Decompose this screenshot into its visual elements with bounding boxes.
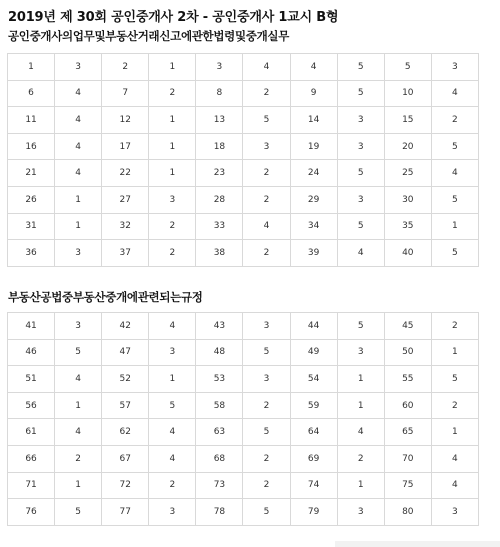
answer-cell: 5	[337, 213, 384, 240]
subject-title-2: 부동산공법중부동산중개에관련되는규정	[8, 290, 203, 304]
question-number-cell: 57	[102, 392, 149, 419]
question-number-cell: 70	[384, 445, 431, 472]
question-number-cell: 80	[384, 499, 431, 526]
table-row	[8, 80, 479, 107]
answer-cell: 4	[55, 160, 102, 187]
answer-cell: 1	[337, 366, 384, 393]
question-number-cell: 65	[384, 419, 431, 446]
answer-cell: 4	[337, 240, 384, 267]
answer-cell: 5	[55, 499, 102, 526]
question-number-cell: 19	[290, 133, 337, 160]
question-number-cell: 56	[8, 392, 55, 419]
table-row	[8, 240, 479, 267]
question-number-cell: 35	[384, 213, 431, 240]
question-number-cell: 75	[384, 472, 431, 499]
question-number-cell: 73	[196, 472, 243, 499]
table-row	[8, 392, 479, 419]
page-title: 2019년 제 30회 공인중개사 2차 - 공인중개사 1교시 B형	[8, 10, 339, 25]
answer-cell: 3	[337, 339, 384, 366]
answer-table-2	[7, 312, 479, 526]
answer-cell: 2	[337, 445, 384, 472]
question-number-cell: 50	[384, 339, 431, 366]
answer-cell: 1	[337, 472, 384, 499]
answer-cell: 4	[431, 445, 478, 472]
answer-cell: 2	[149, 80, 196, 107]
question-number-cell: 26	[8, 186, 55, 213]
answer-cell: 3	[55, 54, 102, 81]
question-number-cell: 77	[102, 499, 149, 526]
table-row	[8, 160, 479, 187]
answer-cell: 2	[149, 472, 196, 499]
answer-cell: 3	[337, 107, 384, 134]
answer-cell: 5	[337, 54, 384, 81]
question-number-cell: 5	[384, 54, 431, 81]
answer-cell: 4	[55, 366, 102, 393]
answer-cell: 5	[431, 186, 478, 213]
question-number-cell: 23	[196, 160, 243, 187]
question-number-cell: 76	[8, 499, 55, 526]
answer-cell: 3	[337, 186, 384, 213]
answer-cell: 4	[431, 160, 478, 187]
answer-cell: 2	[431, 107, 478, 134]
question-number-cell: 41	[8, 313, 55, 340]
answer-cell: 4	[431, 472, 478, 499]
question-number-cell: 79	[290, 499, 337, 526]
answer-cell: 1	[55, 213, 102, 240]
answer-cell: 2	[431, 392, 478, 419]
answer-cell: 1	[55, 392, 102, 419]
question-number-cell: 61	[8, 419, 55, 446]
answer-cell: 3	[431, 54, 478, 81]
answer-cell: 2	[149, 240, 196, 267]
subject-title-1: 공인중개사의업무및부동산거래신고에관한법령및중개실무	[8, 29, 290, 43]
answer-cell: 2	[243, 160, 290, 187]
table-row	[8, 419, 479, 446]
answer-cell: 1	[431, 339, 478, 366]
question-number-cell: 25	[384, 160, 431, 187]
answer-cell: 2	[243, 472, 290, 499]
question-number-cell: 39	[290, 240, 337, 267]
question-number-cell: 2	[102, 54, 149, 81]
table-row	[8, 472, 479, 499]
answer-cell: 2	[243, 392, 290, 419]
answer-cell: 4	[55, 419, 102, 446]
question-number-cell: 36	[8, 240, 55, 267]
question-number-cell: 1	[8, 54, 55, 81]
answer-cell: 1	[431, 213, 478, 240]
question-number-cell: 21	[8, 160, 55, 187]
answer-cell: 1	[55, 186, 102, 213]
table-row	[8, 186, 479, 213]
question-number-cell: 67	[102, 445, 149, 472]
question-number-cell: 13	[196, 107, 243, 134]
question-number-cell: 11	[8, 107, 55, 134]
answer-cell: 2	[431, 313, 478, 340]
table-row	[8, 213, 479, 240]
answer-cell: 5	[431, 366, 478, 393]
table-row	[8, 54, 479, 81]
answer-cell: 4	[149, 445, 196, 472]
answer-cell: 4	[55, 107, 102, 134]
question-number-cell: 63	[196, 419, 243, 446]
question-number-cell: 44	[290, 313, 337, 340]
question-number-cell: 24	[290, 160, 337, 187]
question-number-cell: 31	[8, 213, 55, 240]
question-number-cell: 32	[102, 213, 149, 240]
question-number-cell: 51	[8, 366, 55, 393]
question-number-cell: 47	[102, 339, 149, 366]
question-number-cell: 22	[102, 160, 149, 187]
answer-cell: 4	[55, 80, 102, 107]
bottom-divider	[335, 541, 500, 547]
table-row	[8, 366, 479, 393]
table-row	[8, 107, 479, 134]
answer-cell: 2	[243, 240, 290, 267]
answer-cell: 1	[149, 366, 196, 393]
question-number-cell: 59	[290, 392, 337, 419]
answer-cell: 3	[149, 499, 196, 526]
question-number-cell: 72	[102, 472, 149, 499]
question-number-cell: 6	[8, 80, 55, 107]
question-number-cell: 10	[384, 80, 431, 107]
answer-cell: 4	[337, 419, 384, 446]
answer-cell: 4	[243, 213, 290, 240]
question-number-cell: 37	[102, 240, 149, 267]
answer-cell: 5	[243, 107, 290, 134]
answer-cell: 2	[243, 445, 290, 472]
question-number-cell: 68	[196, 445, 243, 472]
table-row	[8, 313, 479, 340]
question-number-cell: 74	[290, 472, 337, 499]
question-number-cell: 54	[290, 366, 337, 393]
answer-cell: 2	[243, 80, 290, 107]
answer-cell: 2	[149, 213, 196, 240]
answer-cell: 1	[149, 133, 196, 160]
answer-cell: 3	[149, 339, 196, 366]
answer-cell: 4	[431, 80, 478, 107]
table-row	[8, 499, 479, 526]
answer-cell: 3	[431, 499, 478, 526]
answer-cell: 5	[243, 499, 290, 526]
question-number-cell: 27	[102, 186, 149, 213]
answer-cell: 3	[55, 313, 102, 340]
question-number-cell: 15	[384, 107, 431, 134]
answer-cell: 2	[55, 445, 102, 472]
answer-cell: 4	[149, 419, 196, 446]
answer-cell: 1	[55, 472, 102, 499]
question-number-cell: 30	[384, 186, 431, 213]
answer-cell: 3	[55, 240, 102, 267]
question-number-cell: 78	[196, 499, 243, 526]
answer-cell: 5	[149, 392, 196, 419]
question-number-cell: 28	[196, 186, 243, 213]
table-row	[8, 133, 479, 160]
question-number-cell: 18	[196, 133, 243, 160]
table-row	[8, 445, 479, 472]
answer-cell: 3	[337, 499, 384, 526]
answer-cell: 4	[55, 133, 102, 160]
answer-cell: 3	[149, 186, 196, 213]
question-number-cell: 20	[384, 133, 431, 160]
question-number-cell: 38	[196, 240, 243, 267]
answer-cell: 1	[431, 419, 478, 446]
answer-cell: 5	[431, 133, 478, 160]
question-number-cell: 55	[384, 366, 431, 393]
answer-cell: 4	[243, 54, 290, 81]
question-number-cell: 34	[290, 213, 337, 240]
question-number-cell: 64	[290, 419, 337, 446]
answer-cell: 3	[243, 366, 290, 393]
question-number-cell: 43	[196, 313, 243, 340]
question-number-cell: 3	[196, 54, 243, 81]
question-number-cell: 7	[102, 80, 149, 107]
answer-cell: 1	[149, 160, 196, 187]
table-row	[8, 339, 479, 366]
question-number-cell: 33	[196, 213, 243, 240]
question-number-cell: 12	[102, 107, 149, 134]
question-number-cell: 60	[384, 392, 431, 419]
answer-cell: 5	[337, 313, 384, 340]
question-number-cell: 69	[290, 445, 337, 472]
answer-cell: 5	[55, 339, 102, 366]
answer-cell: 5	[337, 160, 384, 187]
question-number-cell: 14	[290, 107, 337, 134]
answer-table-1	[7, 53, 479, 267]
answer-cell: 3	[243, 133, 290, 160]
answer-cell: 2	[243, 186, 290, 213]
question-number-cell: 46	[8, 339, 55, 366]
question-number-cell: 62	[102, 419, 149, 446]
question-number-cell: 42	[102, 313, 149, 340]
question-number-cell: 4	[290, 54, 337, 81]
question-number-cell: 66	[8, 445, 55, 472]
question-number-cell: 48	[196, 339, 243, 366]
answer-cell: 4	[149, 313, 196, 340]
answer-cell: 5	[431, 240, 478, 267]
answer-cell: 5	[243, 419, 290, 446]
question-number-cell: 17	[102, 133, 149, 160]
question-number-cell: 8	[196, 80, 243, 107]
answer-cell: 1	[337, 392, 384, 419]
question-number-cell: 52	[102, 366, 149, 393]
answer-cell: 5	[243, 339, 290, 366]
answer-cell: 5	[337, 80, 384, 107]
question-number-cell: 45	[384, 313, 431, 340]
answer-cell: 3	[243, 313, 290, 340]
question-number-cell: 16	[8, 133, 55, 160]
question-number-cell: 49	[290, 339, 337, 366]
question-number-cell: 71	[8, 472, 55, 499]
question-number-cell: 53	[196, 366, 243, 393]
question-number-cell: 40	[384, 240, 431, 267]
question-number-cell: 29	[290, 186, 337, 213]
answer-cell: 3	[337, 133, 384, 160]
answer-cell: 1	[149, 107, 196, 134]
question-number-cell: 9	[290, 80, 337, 107]
answer-cell: 1	[149, 54, 196, 81]
question-number-cell: 58	[196, 392, 243, 419]
